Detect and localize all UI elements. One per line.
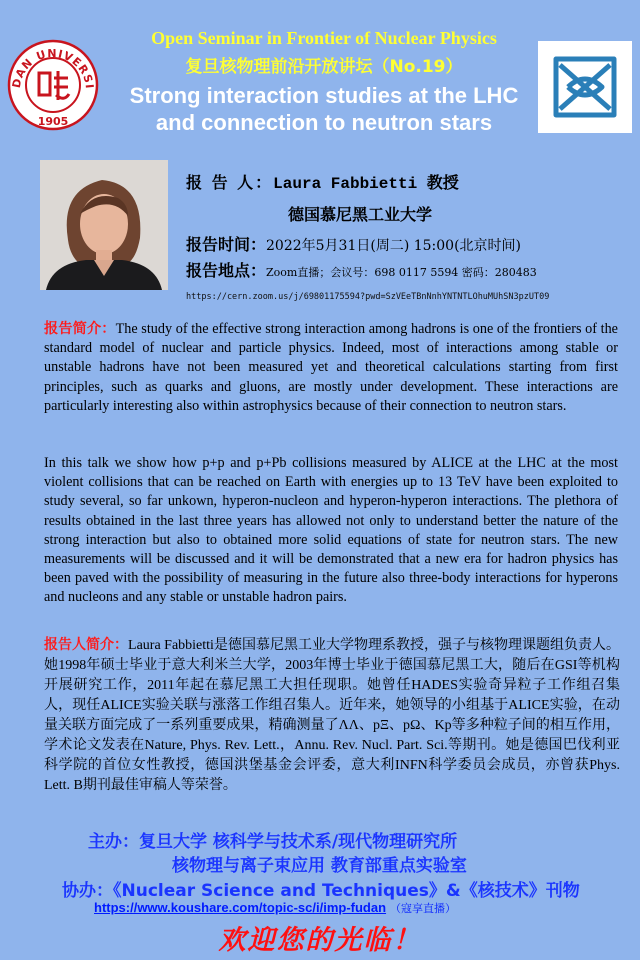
place-value: Zoom直播；会议号：698 0117 5594 密码：280483	[266, 266, 537, 279]
speaker-name: Laura Fabbietti 教授	[273, 175, 459, 193]
time-row	[186, 232, 521, 255]
fudan-university-logo	[6, 38, 100, 132]
zoom-url[interactable]: https://cern.zoom.us/j/69801175594?pwd=SzVEeTBnNnhYNTNTLOhuMUhSN3pzUT09	[186, 292, 550, 302]
coorganizer-label: 协办：	[62, 881, 113, 901]
bio-paragraph	[44, 636, 620, 796]
welcome-message: 欢迎您的光临！	[218, 925, 422, 956]
abstract-text-1: The study of the effective strong interaction among hadrons is one of the frontiers of the standard model of nuclear and particle physics. Indeed, most of interactions among stable or unstable hadrons have not been measured yet and theoretical calculations starting from first principles, such as quarks and gluons, are mostly under development. These interactions are particularly interesting also within astrophysics because of their connection to neutron stars.	[44, 321, 618, 414]
live-label: （寇享直播）	[390, 902, 457, 915]
seminar-series-title-cn: 复旦核物理前沿开放讲坛（No.19）	[185, 57, 463, 77]
svg-text:FUDAN UNIVERSITY: DAN UNIVERSI	[9, 46, 97, 90]
host-line-2: 核物理与离子束应用 教育部重点实验室	[172, 856, 467, 876]
link-row	[94, 899, 456, 917]
bio-text: Laura Fabbietti是德国慕尼黑工业大学物理系教授，强子与核物理课题组负责人。她1998年硕士毕业于意大利米兰大学，2003年博士毕业于德国慕尼黑工大，随后在GSI等机构开展研究工作，2011年起在慕尼黑工大担任现职。她曾任HADES实验奇异粒子工作组召集人，现任ALICE实验关联与涨落工作组召集人。近年来，她领导的小组基于ALICE实验，在动量关联方面完成了一系列重要成果，精确测量了ΛΛ、pΞ、pΩ、Kp等多种粒子间的相互作用，学术论文发表在Nature, Phys. Rev. Lett.，Annu. Rev. Nucl. Part. Sci.等期刊。她是德国巴伐利亚科学院的首位女性教授，德国洪堡基金会评委，意大利INFN科学委员会成员，亦曾获Phys. Lett. B期刊最佳审稿人等荣誉。	[44, 638, 620, 793]
koushare-link[interactable]: https://www.koushare.com/topic-sc/i/imp-fudan	[94, 900, 387, 915]
time-label: 报告时间：	[186, 235, 267, 254]
seminar-series-title-en: Open Seminar in Frontier of Nuclear Physics	[151, 28, 497, 48]
speaker-photo	[40, 160, 168, 290]
host-label: 主办：	[88, 832, 139, 852]
abstract-label: 报告简介：	[44, 321, 116, 337]
speaker-label: 报 告 人：	[186, 173, 274, 192]
speaker-affiliation: 德国慕尼黑工业大学	[288, 205, 433, 224]
coorganizer-text: 《Nuclear Science and Techniques》&《核技术》刊物	[113, 881, 580, 901]
talk-title-line1: Strong interaction studies at the LHC	[129, 83, 519, 108]
institute-logo	[538, 41, 632, 133]
place-label: 报告地点：	[186, 261, 267, 280]
coorganizer-row	[62, 876, 580, 901]
talk-title-line2: and connection to neutron stars	[155, 110, 493, 135]
svg-text:1905: 1905	[37, 115, 69, 128]
talk-title	[96, 82, 552, 136]
speaker-row	[186, 170, 459, 193]
bio-label: 报告人简介：	[44, 638, 129, 653]
abstract-paragraph-2: In this talk we show how p+p and p+Pb collisions measured by ALICE at the LHC at the most violent collisions that can be reached on Earth with energies up to 13 TeV have been exploited to study several, so far unkown, hyperon-nucleon and hyperon-hyperon interactions. The plethora of results obtained in the last three years has allowed not only to understand better the nature of the strong interaction but also to obtained more solid equations of state for neutron stars. The new measurements will be discussed and it will be demonstrated that a new era for hadron physics has been paved with the possibility of measuring in the future also three-body interactions for hyperons and nucleons and any stable or unstable hadron pairs.	[44, 455, 618, 606]
host-row	[88, 827, 457, 852]
place-row	[186, 258, 537, 281]
time-value: 2022年5月31日(周二) 15:00(北京时间)	[266, 238, 522, 254]
host-line-1: 复旦大学 核科学与技术系/现代物理研究所	[139, 832, 458, 852]
abstract-paragraph-1	[44, 320, 618, 416]
